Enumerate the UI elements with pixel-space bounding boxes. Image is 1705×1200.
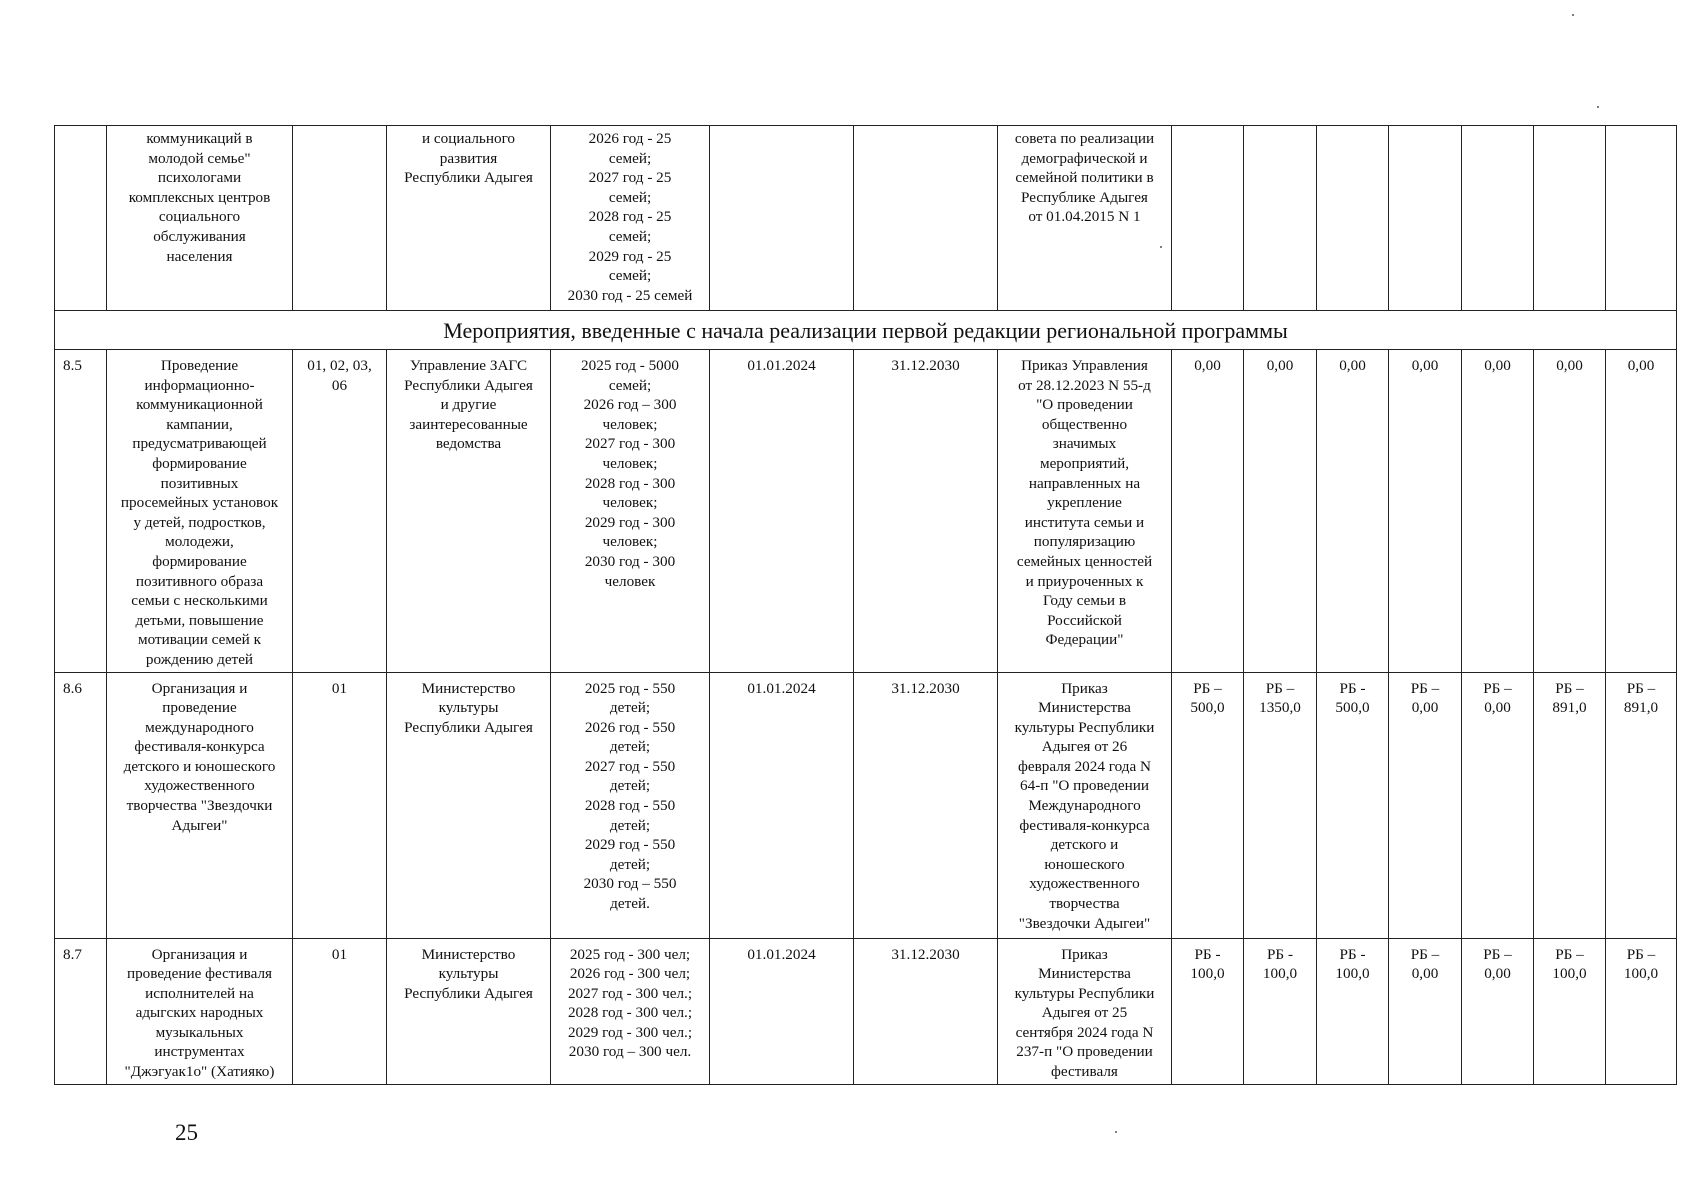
finance-cell: 0,00: [1244, 350, 1317, 673]
legal-document: совета по реализации демографической и семейной политики в Республике Адыгея от 01.04.2015 N 1: [998, 126, 1172, 311]
finance-cell: [1172, 126, 1244, 311]
finance-cell: 0,00: [1534, 350, 1606, 673]
executor: Министерство культуры Республики Адыгея: [387, 938, 551, 1084]
measure-name: Проведение информационно- коммуникационной кампании, предусматривающей формирование позитивных просемейных установок у детей, подростков, молодежи, формирование позитивного образа семьи с несколькими детьми, повышение мотивации семей к рождению детей: [107, 350, 293, 673]
measure-name: коммуникаций в молодой семье" психологами комплексных центров социального обслуживания населения: [107, 126, 293, 311]
start-date: 01.01.2024: [710, 672, 854, 938]
scan-speck: [1160, 246, 1162, 248]
executor: Министерство культуры Республики Адыгея: [387, 672, 551, 938]
table-row: [55, 350, 1677, 673]
measure-name: Организация и проведение фестиваля исполнителей на адыгских народных музыкальных инструментах "Джэгуак1о" (Хатияко): [107, 938, 293, 1084]
indicators: 2026 год - 25 семей; 2027 год - 25 семей; 2028 год - 25 семей; 2029 год - 25 семей; 2030 год - 25 семей: [551, 126, 710, 311]
finance-cell: РБ - 500,0: [1317, 672, 1389, 938]
finance-cell: РБ – 891,0: [1534, 672, 1606, 938]
indicators: 2025 год - 550 детей; 2026 год - 550 детей; 2027 год - 550 детей; 2028 год - 550 детей; 2029 год - 550 детей; 2030 год – 550 детей.: [551, 672, 710, 938]
scan-speck: [1597, 106, 1599, 108]
task-codes: [293, 126, 387, 311]
start-date: [710, 126, 854, 311]
finance-cell: [1389, 126, 1462, 311]
end-date: 31.12.2030: [854, 672, 998, 938]
finance-cell: [1462, 126, 1534, 311]
scan-speck: [1115, 1131, 1117, 1133]
finance-cell: РБ – 0,00: [1389, 672, 1462, 938]
row-number: 8.7: [55, 938, 107, 1084]
finance-cell: РБ - 100,0: [1172, 938, 1244, 1084]
task-codes: 01: [293, 672, 387, 938]
section-title: Мероприятия, введенные с начала реализации первой редакции региональной программы: [55, 311, 1677, 350]
measure-name: Организация и проведение международного фестиваля-конкурса детского и юношеского художественного творчества "Звездочки Адыгеи": [107, 672, 293, 938]
indicators: 2025 год - 300 чел; 2026 год - 300 чел; 2027 год - 300 чел.; 2028 год - 300 чел.; 2029 год - 300 чел.; 2030 год – 300 чел.: [551, 938, 710, 1084]
end-date: [854, 126, 998, 311]
row-number: 8.6: [55, 672, 107, 938]
finance-cell: [1317, 126, 1389, 311]
finance-cell: [1606, 126, 1677, 311]
scan-speck: [1572, 14, 1574, 16]
page-number: 25: [175, 1120, 198, 1145]
finance-cell: 0,00: [1462, 350, 1534, 673]
finance-cell: РБ – 100,0: [1606, 938, 1677, 1084]
finance-cell: 0,00: [1317, 350, 1389, 673]
finance-cell: [1534, 126, 1606, 311]
row-number: [55, 126, 107, 311]
task-codes: 01: [293, 938, 387, 1084]
program-measures-table: [54, 125, 1677, 1085]
executor: и социального развития Республики Адыгея: [387, 126, 551, 311]
finance-cell: РБ – 1350,0: [1244, 672, 1317, 938]
finance-cell: РБ – 0,00: [1462, 672, 1534, 938]
finance-cell: 0,00: [1172, 350, 1244, 673]
table-row: [55, 672, 1677, 938]
row-number: 8.5: [55, 350, 107, 673]
finance-cell: [1244, 126, 1317, 311]
finance-cell: 0,00: [1606, 350, 1677, 673]
end-date: 31.12.2030: [854, 350, 998, 673]
finance-cell: РБ – 0,00: [1462, 938, 1534, 1084]
finance-cell: РБ – 0,00: [1389, 938, 1462, 1084]
table-row: [55, 126, 1677, 311]
legal-document: Приказ Управления от 28.12.2023 N 55-д "О проведении общественно значимых мероприятий, направленных на укрепление института семьи и популяризацию семейных ценностей и приуроченных к Году семьи в Российской Федерации": [998, 350, 1172, 673]
indicators: 2025 год - 5000 семей; 2026 год – 300 человек; 2027 год - 300 человек; 2028 год - 300 человек; 2029 год - 300 человек; 2030 год - 300 человек: [551, 350, 710, 673]
finance-cell: 0,00: [1389, 350, 1462, 673]
legal-document: Приказ Министерства культуры Республики Адыгея от 25 сентября 2024 года N 237-п "О проведении фестиваля: [998, 938, 1172, 1084]
finance-cell: РБ - 100,0: [1317, 938, 1389, 1084]
end-date: 31.12.2030: [854, 938, 998, 1084]
start-date: 01.01.2024: [710, 350, 854, 673]
finance-cell: РБ - 100,0: [1244, 938, 1317, 1084]
legal-document: Приказ Министерства культуры Республики Адыгея от 26 февраля 2024 года N 64-п "О проведении Международного фестиваля-конкурса детского и юношеского художественного творчества "Звездочки Адыгеи": [998, 672, 1172, 938]
executor: Управление ЗАГС Республики Адыгея и другие заинтересованные ведомства: [387, 350, 551, 673]
task-codes: 01, 02, 03, 06: [293, 350, 387, 673]
finance-cell: РБ – 891,0: [1606, 672, 1677, 938]
finance-cell: РБ – 100,0: [1534, 938, 1606, 1084]
table-row: [55, 938, 1677, 1084]
finance-cell: РБ – 500,0: [1172, 672, 1244, 938]
start-date: 01.01.2024: [710, 938, 854, 1084]
section-row: [55, 311, 1677, 350]
